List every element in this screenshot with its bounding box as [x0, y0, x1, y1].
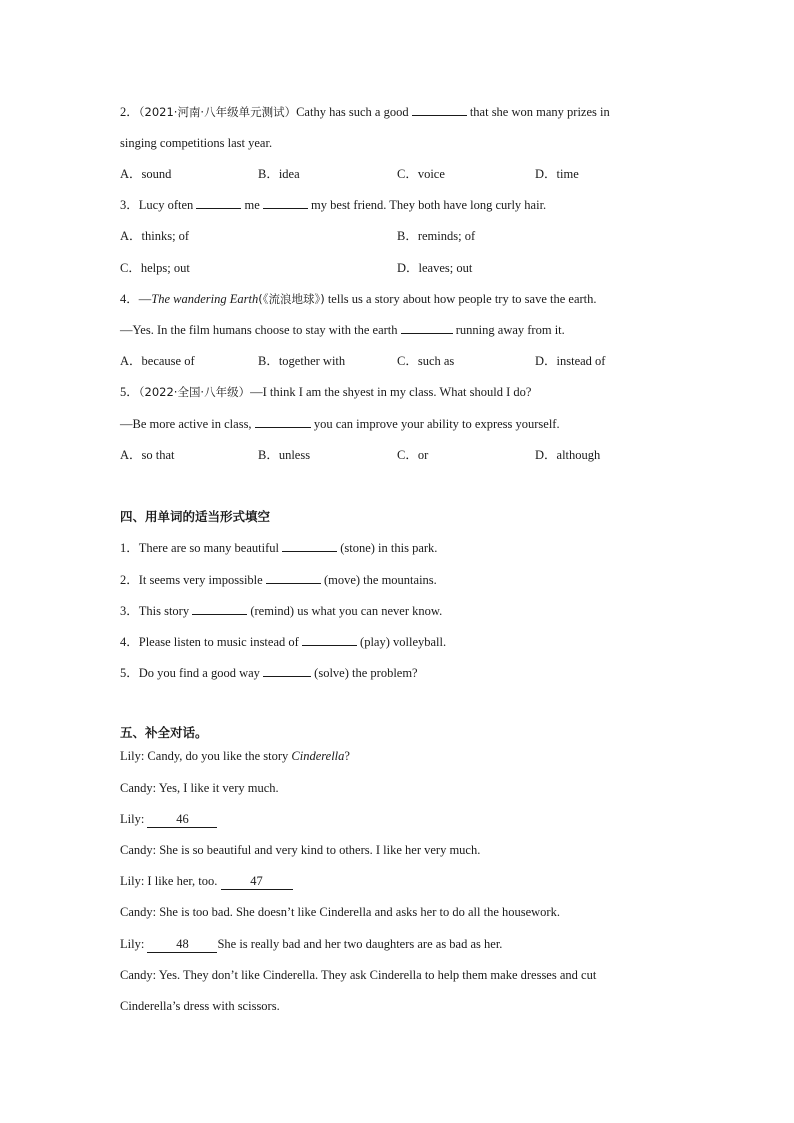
item-text: 2．It seems very impossible: [120, 573, 263, 587]
fill-item-4: [120, 632, 446, 652]
option-b[interactable]: B．reminds; of: [397, 229, 476, 243]
option-a[interactable]: A．because of: [120, 354, 195, 368]
section-4-heading: 四、用单词的适当形式填空: [120, 509, 271, 524]
item-hint: (play) volleyball.: [360, 635, 447, 649]
question-text: me: [244, 198, 260, 212]
question-text: —Yes. In the film humans choose to stay with the earth: [120, 323, 398, 337]
option-c[interactable]: C．helps; out: [120, 261, 190, 275]
option-d[interactable]: D．although: [535, 448, 601, 462]
option-d[interactable]: D．instead of: [535, 354, 606, 368]
item-hint: (solve) the problem?: [314, 666, 418, 680]
dialogue-line-5: [120, 871, 293, 891]
option-b[interactable]: B．together with: [258, 354, 346, 368]
speaker-label: Lily:: [120, 812, 145, 826]
dialogue-line-8: Candy: Yes. They don’t like Cinderella. They ask Cinderella to help them make dresses and cut: [120, 968, 597, 982]
question-text: running away from it.: [455, 323, 565, 337]
dialogue-dash: —: [138, 292, 152, 306]
item-text: 5．Do you find a good way: [120, 666, 260, 680]
fill-item-1: [120, 538, 437, 558]
dialogue-line-9: Cinderella’s dress with scissors.: [120, 999, 280, 1013]
story-title: Cinderella: [291, 749, 345, 763]
question-source: （2021·河南·八年级单元测试）: [138, 105, 297, 119]
question-number: 3．: [120, 198, 139, 212]
dialogue-text: She is really bad and her two daughters are as bad as her.: [217, 937, 503, 951]
answer-blank[interactable]: [263, 663, 311, 677]
question-text: that she won many prizes in: [469, 105, 610, 119]
option-a[interactable]: A．thinks; of: [120, 229, 190, 243]
question-text: my best friend. They both have long curly hair.: [311, 198, 547, 212]
answer-blank[interactable]: [263, 195, 308, 209]
option-a[interactable]: A．so that: [120, 448, 175, 462]
fill-item-5: [120, 663, 418, 683]
answer-blank-47[interactable]: 47: [221, 873, 293, 890]
question-text: Cathy has such a good: [296, 105, 409, 119]
option-a[interactable]: A．sound: [120, 167, 172, 181]
dialogue-line-2: Candy: Yes, I like it very much.: [120, 781, 279, 795]
question-number: 4．: [120, 292, 139, 306]
fill-item-3: [120, 601, 442, 621]
answer-blank[interactable]: [192, 601, 247, 615]
question-2-line2: singing competitions last year.: [120, 136, 273, 150]
film-title: The wandering Earth: [151, 292, 259, 306]
answer-blank[interactable]: [412, 102, 467, 116]
option-c[interactable]: C．or: [397, 448, 429, 462]
film-title-chinese: (《流浪地球》): [258, 292, 325, 306]
question-source: （2022·全国·八年级）: [138, 385, 251, 399]
answer-blank[interactable]: [401, 320, 453, 334]
answer-blank[interactable]: [302, 632, 357, 646]
question-text: you can improve your ability to express yourself.: [313, 417, 560, 431]
dialogue-line-4: Candy: She is so beautiful and very kind to others. I like her very much.: [120, 843, 481, 857]
question-3: [120, 195, 546, 215]
dialogue-line-1: [120, 746, 350, 766]
question-text: tells us a story about how people try to save the earth.: [327, 292, 597, 306]
item-text: 3．This story: [120, 604, 190, 618]
question-text: —I think I am the shyest in my class. What should I do?: [250, 385, 532, 399]
answer-blank[interactable]: [196, 195, 241, 209]
question-text: —Be more active in class,: [120, 417, 252, 431]
question-number: 2．: [120, 105, 139, 119]
option-c[interactable]: C．such as: [397, 354, 455, 368]
item-text: 4．Please listen to music instead of: [120, 635, 299, 649]
question-2: [120, 102, 610, 122]
speaker-label: Lily:: [120, 937, 145, 951]
option-b[interactable]: B．unless: [258, 448, 311, 462]
dialogue-line-3: [120, 809, 217, 829]
option-d[interactable]: D．leaves; out: [397, 261, 473, 275]
answer-blank[interactable]: [266, 570, 321, 584]
fill-item-2: [120, 570, 437, 590]
dialogue-line-6: Candy: She is too bad. She doesn’t like Cinderella and asks her to do all the housework.: [120, 905, 560, 919]
dialogue-text: Lily: I like her, too.: [120, 874, 218, 888]
dialogue-text: Lily: Candy, do you like the story: [120, 749, 289, 763]
answer-blank-46[interactable]: 46: [147, 811, 217, 828]
item-text: 1．There are so many beautiful: [120, 541, 279, 555]
item-hint: (stone) in this park.: [340, 541, 438, 555]
question-4: [120, 289, 597, 309]
item-hint: (move) the mountains.: [323, 573, 437, 587]
dialogue-text: ?: [344, 749, 350, 763]
answer-blank[interactable]: [255, 414, 311, 428]
item-hint: (remind) us what you can never know.: [250, 604, 443, 618]
question-4-line2: [120, 320, 565, 340]
question-5: [120, 382, 531, 402]
answer-blank[interactable]: [282, 538, 337, 552]
section-5-heading: 五、补全对话。: [120, 725, 208, 740]
question-5-line2: [120, 414, 560, 434]
option-c[interactable]: C．voice: [397, 167, 445, 181]
question-number: 5．: [120, 385, 139, 399]
question-text: Lucy often: [138, 198, 194, 212]
option-d[interactable]: D．time: [535, 167, 579, 181]
option-b[interactable]: B．idea: [258, 167, 300, 181]
dialogue-line-7: [120, 934, 502, 954]
answer-blank-48[interactable]: 48: [147, 936, 217, 953]
